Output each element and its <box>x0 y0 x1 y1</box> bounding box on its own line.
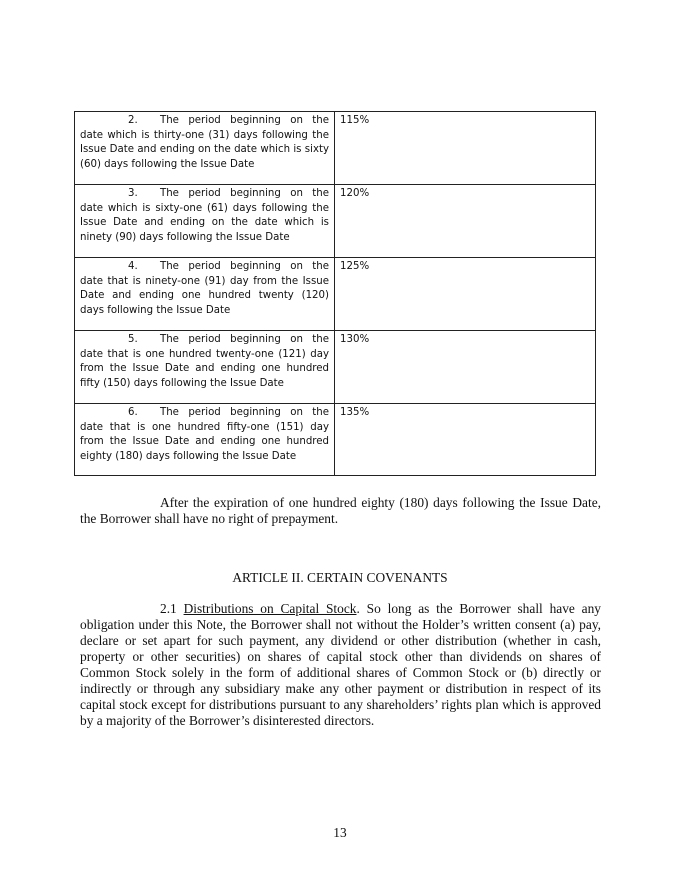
article-heading: ARTICLE II. CERTAIN COVENANTS <box>232 570 448 585</box>
row-number: 6. <box>128 407 138 418</box>
percentage-cell: 125% <box>335 258 596 331</box>
table-row <box>75 112 596 185</box>
section-body: . So long as the Borrower shall have any obligation under this Note, the Borrower shall not without the Holder’s written consent (a) pay, declare or set apart for such payment, any dividend or other distribution (whether in cash, property or other securities) on shares of capital stock other than dividends on shares of Common Stock solely in the form of additional shares of Common Stock or (b) directly or indirectly or through any subsidiary make any other payment or distribution in respect of its capital stock except for distributions pursuant to any shareholders’ rights plan which is approved by a majority of the Borrower’s disinterested directors. <box>80 601 601 728</box>
percentage-cell: 135% <box>335 404 596 476</box>
prepayment-table <box>74 111 596 476</box>
section-number: 2.1 <box>160 601 177 616</box>
period-cell <box>75 258 335 331</box>
table-row <box>75 404 596 476</box>
row-number: 2. <box>128 115 138 126</box>
period-cell <box>75 185 335 258</box>
page-number: 13 <box>333 825 347 840</box>
period-text: The period beginning on the date that is ninety-one (91) day from the Issue Date and ending one hundred twenty (120) days following the Issue Date <box>80 261 329 316</box>
percentage-cell: 130% <box>335 331 596 404</box>
period-text: The period beginning on the date which is sixty-one (61) days following the Issue Date and ending on the date which is ninety (90) days following the Issue Date <box>80 188 329 243</box>
period-text: The period beginning on the date which is thirty-one (31) days following the Issue Date and ending on the date which is sixty (60) days following the Issue Date <box>80 115 329 170</box>
section-title: Distributions on Capital Stock <box>183 601 357 616</box>
table-row <box>75 185 596 258</box>
period-cell <box>75 331 335 404</box>
table-row <box>75 331 596 404</box>
percentage-cell: 120% <box>335 185 596 258</box>
period-cell <box>75 404 335 476</box>
prepayment-expiration-paragraph <box>80 495 601 527</box>
period-text: The period beginning on the date that is one hundred twenty-one (121) day from the Issue Date and ending one hundred fifty (150) days following the Issue Date <box>80 334 329 389</box>
period-text: The period beginning on the date that is one hundred fifty-one (151) day from the Issue Date and ending one hundred eighty (180) days following the Issue Date <box>80 407 329 462</box>
table-row <box>75 258 596 331</box>
period-cell <box>75 112 335 185</box>
row-number: 3. <box>128 188 138 199</box>
row-number: 5. <box>128 334 138 345</box>
section-2-1-paragraph <box>80 601 601 729</box>
percentage-cell: 115% <box>335 112 596 185</box>
row-number: 4. <box>128 261 138 272</box>
paragraph-text: After the expiration of one hundred eighty (180) days following the Issue Date, the Borrower shall have no right of prepayment. <box>80 495 601 526</box>
